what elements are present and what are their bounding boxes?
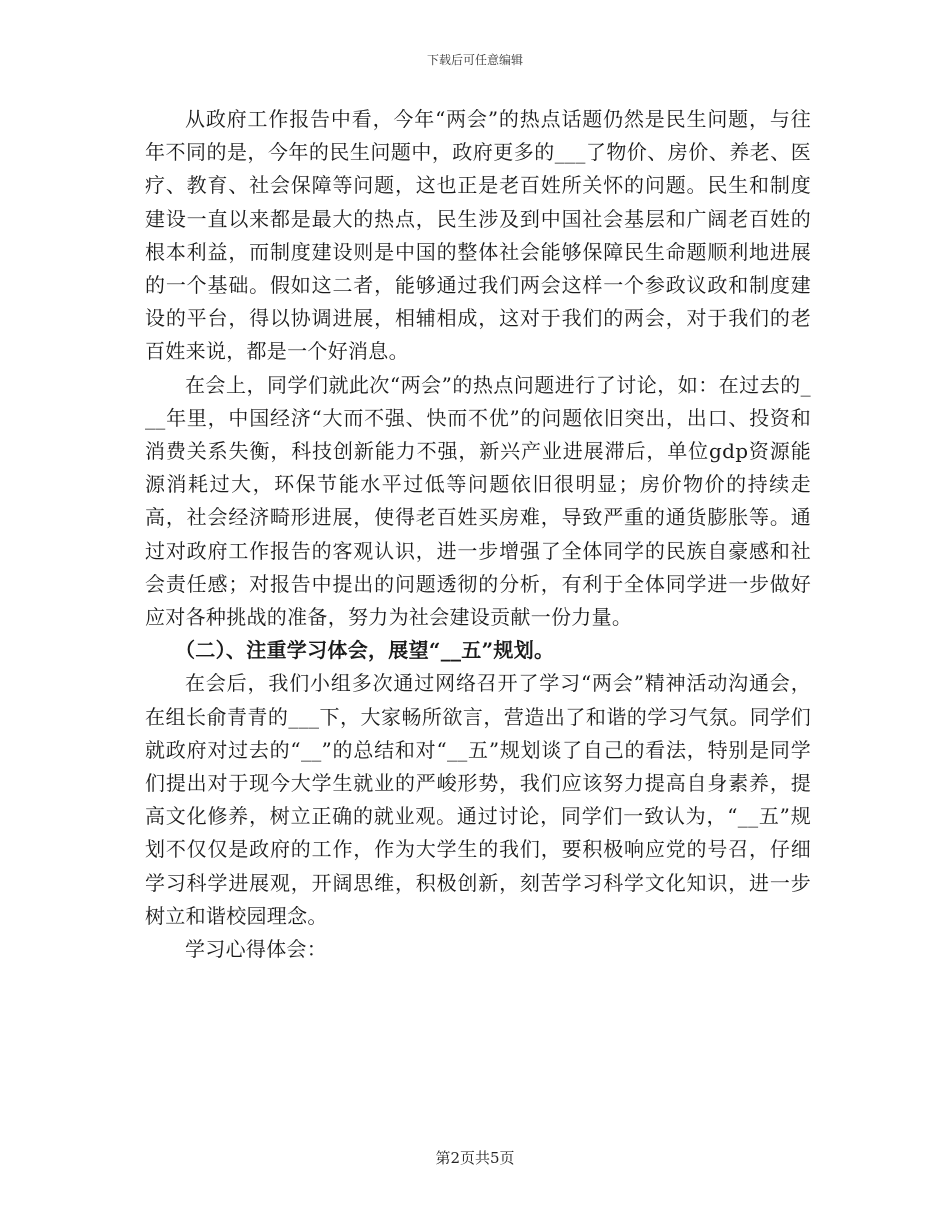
document-body xyxy=(145,103,811,966)
paragraph-meeting-discussion: 在会上，同学们就此次“两会”的热点问题进行了讨论，如：在过去的___年里，中国经济“大而不强、快而不优”的问题依旧突出，出口、投资和消费关系失衡，科技创新能力不强，新兴产业进展滞后，单位gdp资源能源消耗过大，环保节能水平过低等问题依旧很明显；房价物价的持续走高，社会经济畸形进展，使得老百姓买房难，导致严重的通货膨胀等。通过对政府工作报告的客观认识，进一步增强了全体同学的民族自豪感和社会责任感；对报告中提出的问题透彻的分析，有利于全体同学进一步做好应对各种挑战的准备，努力为社会建设贡献一份力量。 xyxy=(145,372,811,630)
section-heading: （二）、注重学习体会，展望“__五”规划。 xyxy=(175,638,555,663)
paragraph-study-notes-label: 学习心得体会： xyxy=(185,937,328,962)
page-number: 第2页共5页 xyxy=(435,1149,515,1167)
page-header-note: 下载后可任意编辑 xyxy=(426,53,523,67)
paragraph-after-meeting: 在会后，我们小组多次通过网络召开了学习“两会”精神活动沟通会，在组长俞青青的___下，大家畅所欲言，营造出了和谐的学习气氛。同学们就政府对过去的“__”的总结和对“__五”规划谈了自己的看法，特别是同学们提出对于现今大学生就业的严峻形势，我们应该努力提高自身素养，提高文化修养，树立正确的就业观。通过讨论，同学们一致认为，“__五”规划不仅仅是政府的工作，作为大学生的我们，要积极响应党的号召，仔细学习科学进展观，开阔思维，积极创新，刻苦学习科学文化知识，进一步树立和谐校园理念。 xyxy=(145,671,811,928)
paragraph-gov-report: 从政府工作报告中看，今年“两会”的热点话题仍然是民生问题，与往年不同的是，今年的民生问题中，政府更多的___了物价、房价、养老、医疗、教育、社会保障等问题，这也正是老百姓所关怀的问题。民生和制度建设一直以来都是最大的热点，民生涉及到中国社会基层和广阔老百姓的根本利益，而制度建设则是中国的整体社会能够保障民生命题顺利地进展的一个基础。假如这二者，能够通过我们两会这样一个参政议政和制度建设的平台，得以协调进展，相辅相成，这对于我们的两会，对于我们的老百姓来说，都是一个好消息。 xyxy=(145,107,811,364)
